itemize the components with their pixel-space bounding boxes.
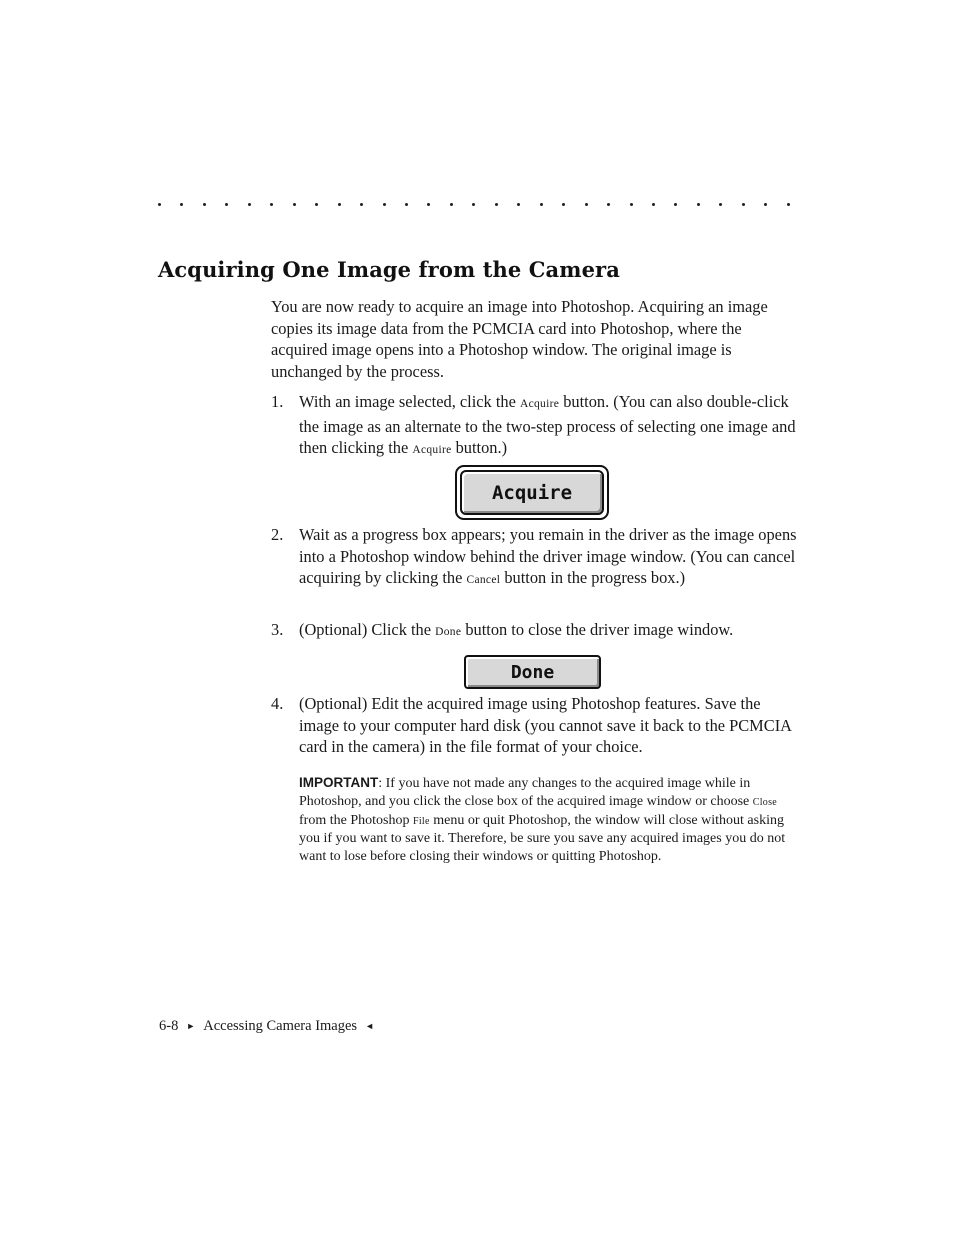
step-3-number: 3.	[271, 620, 284, 639]
page-footer	[159, 1018, 374, 1035]
rule-dot	[562, 203, 565, 206]
rule-dot	[652, 203, 655, 206]
step-1-text: With an image selected, click the Acquire button. (You can also double-click the image as an alternate to the two-step process of selecting one image and then clicking the Acquire button.)	[299, 392, 796, 458]
rule-dot	[517, 203, 520, 206]
rule-dot	[427, 203, 430, 206]
important-label: IMPORTANT	[299, 775, 379, 790]
dotted-rule	[158, 203, 790, 206]
rule-dot	[495, 203, 498, 206]
rule-dot	[248, 203, 251, 206]
rule-dot	[764, 203, 767, 206]
rule-dot	[472, 203, 475, 206]
intro-paragraph: You are now ready to acquire an image into Photoshop. Acquiring an image copies its image data from the PCMCIA card into Photoshop, where the acquired image opens into a Photoshop window. The original image is unchanged by the process.	[271, 297, 768, 382]
rule-dot	[405, 203, 408, 206]
left-pointer-icon: ◄	[365, 1021, 374, 1031]
rule-dot	[450, 203, 453, 206]
rule-dot	[742, 203, 745, 206]
section-heading: Acquiring One Image from the Camera	[158, 257, 620, 282]
step-2-text: Wait as a progress box appears; you remain in the driver as the image opens into a Photoshop window behind the driver image window. (You can cancel acquiring by clicking the Cancel button in the progress box.)	[299, 525, 797, 588]
acquire-button[interactable]: Acquire	[460, 470, 604, 515]
acquire-button-frame	[455, 465, 609, 520]
rule-dot	[158, 203, 161, 206]
step-4-number: 4.	[271, 694, 284, 713]
step-3-text: (Optional) Click the Done button to close the driver image window.	[299, 620, 734, 639]
rule-dot	[270, 203, 273, 206]
step-1-number: 1.	[271, 392, 284, 411]
rule-dot	[203, 203, 206, 206]
rule-dot	[383, 203, 386, 206]
rule-dot	[630, 203, 633, 206]
step-2-number: 2.	[271, 525, 284, 544]
rule-dot	[338, 203, 341, 206]
rule-dot	[607, 203, 610, 206]
rule-dot	[225, 203, 228, 206]
rule-dot	[697, 203, 700, 206]
rule-dot	[540, 203, 543, 206]
page-number: 6-8	[159, 1018, 179, 1034]
rule-dot	[719, 203, 722, 206]
rule-dot	[293, 203, 296, 206]
rule-dot	[360, 203, 363, 206]
step-4-text: (Optional) Edit the acquired image using Photoshop features. Save the image to your computer hard disk (you cannot save it back to the PCMCIA card in the camera) in the file format of your choice.	[299, 694, 792, 757]
important-note: IMPORTANT: If you have not made any changes to the acquired image while in Photoshop, and you click the close box of the acquired image window or choose Close from the Photoshop File menu or quit Photoshop, the window will close without asking you if you want to save it. Therefore, be sure you save any acquired images you do not want to lose before closing their windows or quitting Photoshop.	[299, 775, 786, 865]
rule-dot	[787, 203, 790, 206]
footer-section-title: Accessing Camera Images	[203, 1018, 358, 1034]
right-pointer-icon: ►	[186, 1021, 196, 1031]
rule-dot	[585, 203, 588, 206]
done-button[interactable]: Done	[464, 655, 601, 689]
rule-dot	[674, 203, 677, 206]
rule-dot	[315, 203, 318, 206]
rule-dot	[180, 203, 183, 206]
